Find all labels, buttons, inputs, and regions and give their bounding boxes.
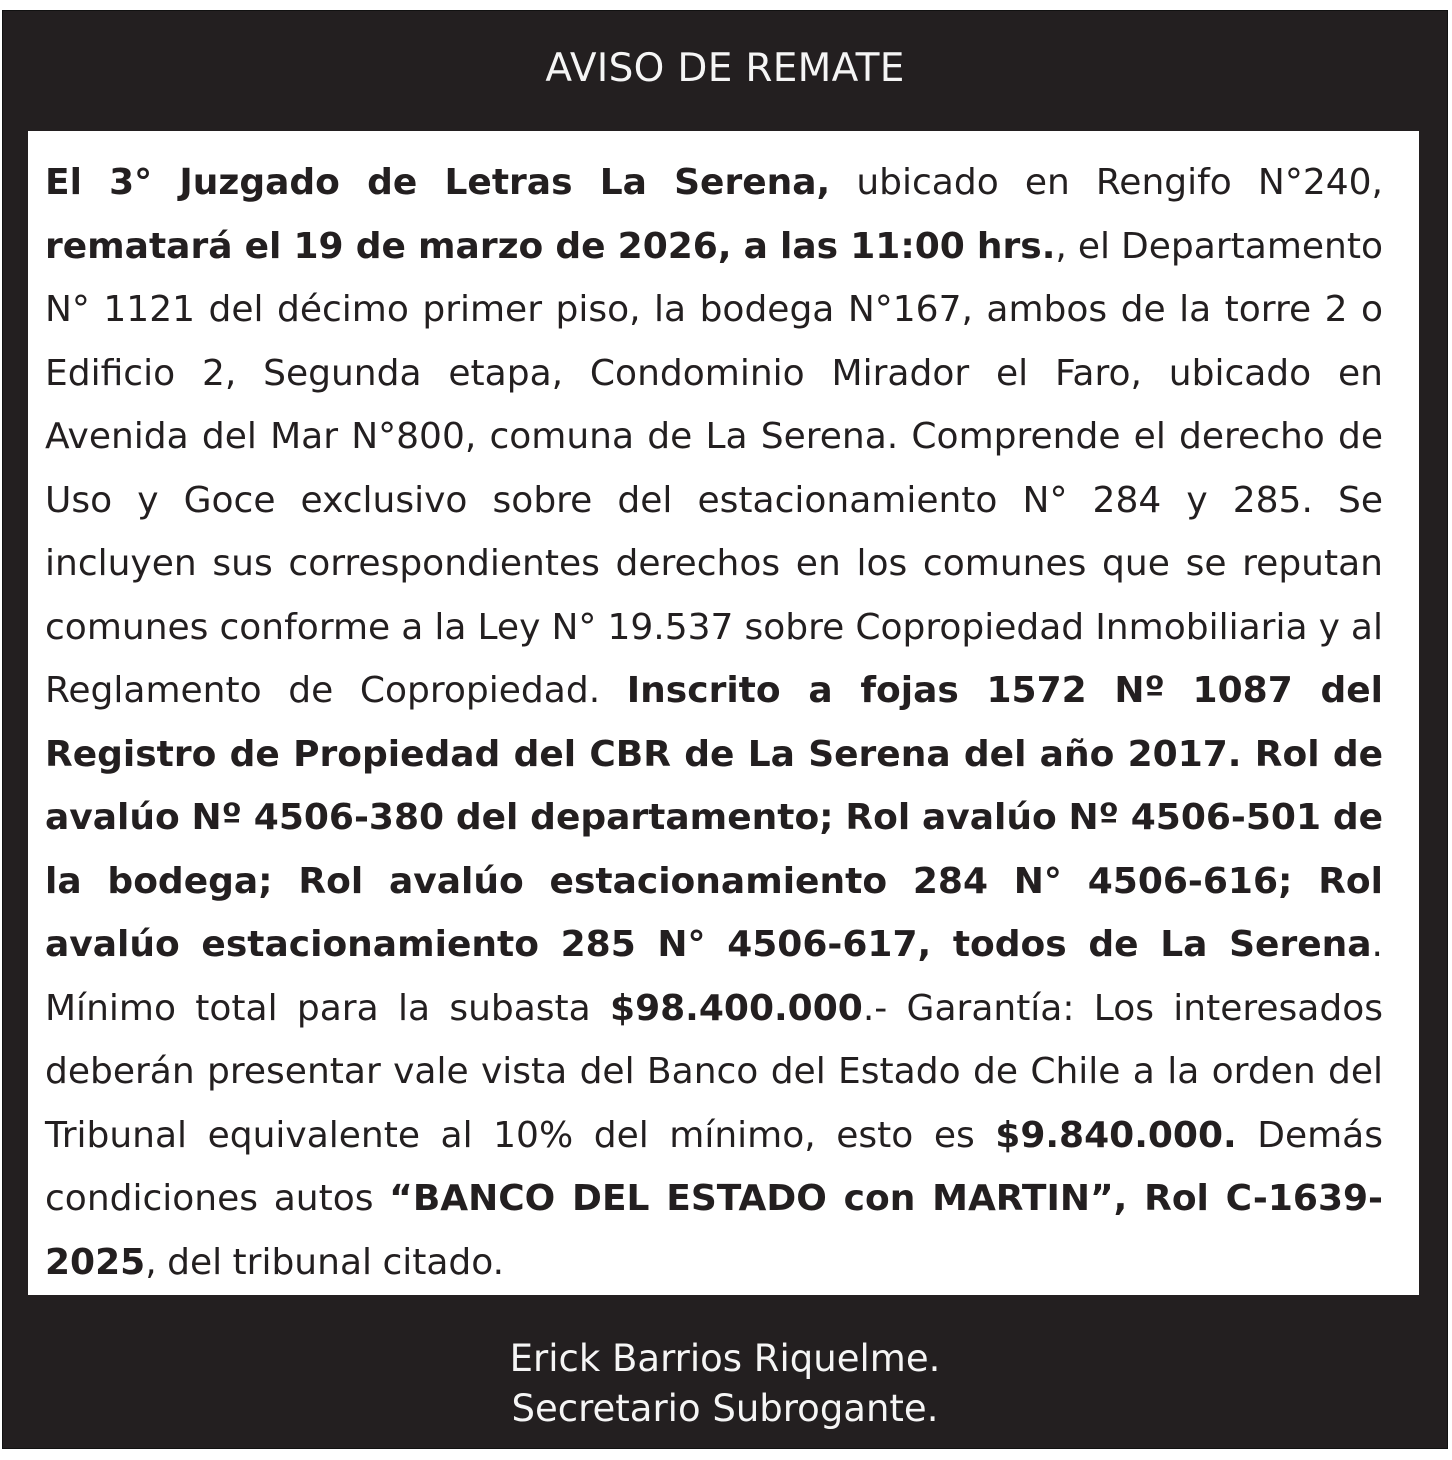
closing-text: , del tribunal citado. [145,1241,505,1283]
signer-role: Secretario Subrogante. [511,1387,939,1430]
guarantee-amount: $9.840.000. [995,1114,1237,1156]
minimum-label: . Mínimo total para la subasta [45,924,1383,1029]
auction-date: rematará el 19 de marzo de 2026, a las 11:00 hrs. [45,225,1056,267]
notice-frame [2,10,1448,1449]
property-description: , el Departamento N° 1121 del décimo primer piso, la bodega N°167, ambos de la torre 2 o Edificio 2, Segunda etapa, Condominio Mirador el Faro, ubicado en Avenida del Mar N°800, comuna de La Serena. Comprende el derecho de Uso y Goce exclusivo sobre del estacionamiento N° 284 y 285. Se incluyen sus correspondientes derechos en los comunes que se reputan comunes conforme a la Ley N° 19.537 sobre Copropiedad Inmobiliaria y al Reglamento de Copropiedad. [45,225,1383,711]
court-address: ubicado en Rengifo N°240, [830,162,1383,203]
case-name: “BANCO DEL ESTADO con MARTIN”, Rol C-1639-2025 [45,1178,1383,1283]
notice-text [45,151,1383,1294]
case-label: Demás condiciones autos [45,1114,1384,1219]
signer-name: Erick Barrios Riquelme. [509,1337,941,1380]
notice-body [28,131,1419,1295]
court-name: El 3° Juzgado de Letras La Serena, [45,162,831,203]
notice-title: AVISO DE REMATE [545,46,905,91]
registry-details: Inscrito a fojas 1572 Nº 1087 del Registro de Propiedad del CBR de La Serena del año 2017. Rol de avalúo Nº 4506-380 del departamento; Rol avalúo Nº 4506-501 de la bodega; Rol avalúo estacionamiento 284 N° 4506-616; Rol avalúo estacionamiento 285 N° 4506-617, todos de La Serena [45,670,1383,965]
guarantee-text: .- Garantía: Los interesados deberán presentar vale vista del Banco del Estado de Chile a la orden del Tribunal equivalente al 10% del mínimo, esto es [45,987,1383,1156]
signature-block [3,1334,1447,1434]
minimum-amount: $98.400.000 [610,987,863,1029]
